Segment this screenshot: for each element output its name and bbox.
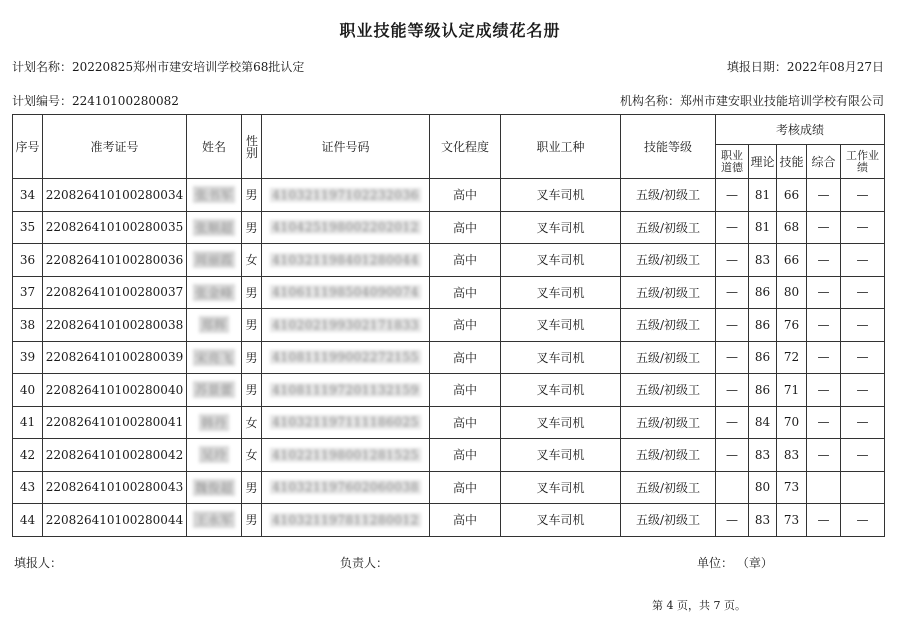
cell-occupation: 叉车司机 — [501, 374, 621, 407]
cell-theory: 80 — [749, 471, 777, 504]
cell-exam-no: 220826410100280036 — [43, 244, 187, 277]
cell-seq: 42 — [13, 439, 43, 472]
cell-theory: 86 — [749, 276, 777, 309]
cell-id-no — [262, 504, 430, 537]
cell-gender: 男 — [242, 211, 262, 244]
cell-id-no — [262, 374, 430, 407]
cell-level: 五级/初级工 — [621, 211, 716, 244]
cell-seq: 34 — [13, 179, 43, 212]
table-row — [13, 471, 885, 504]
cell-exam-no: 220826410100280034 — [43, 179, 187, 212]
cell-occupation: 叉车司机 — [501, 341, 621, 374]
cell-level: 五级/初级工 — [621, 439, 716, 472]
redacted-name: 吴玲 — [201, 448, 227, 463]
cell-work-performance: — — [841, 309, 885, 342]
cell-education: 高中 — [430, 341, 501, 374]
cell-name — [187, 309, 242, 342]
cell-comprehensive: — — [807, 504, 841, 537]
cell-occupation: 叉车司机 — [501, 471, 621, 504]
header-seq: 序号 — [13, 115, 43, 179]
cell-skill: 80 — [777, 276, 807, 309]
cell-gender: 男 — [242, 309, 262, 342]
cell-id-no — [262, 244, 430, 277]
cell-seq: 39 — [13, 341, 43, 374]
cell-work-performance: — — [841, 504, 885, 537]
cell-occupation: 叉车司机 — [501, 309, 621, 342]
cell-work-performance: — — [841, 276, 885, 309]
header-occupation: 职业工种 — [501, 115, 621, 179]
cell-theory: 86 — [749, 374, 777, 407]
cell-education: 高中 — [430, 439, 501, 472]
redacted-id-no: 410321197102232036 — [272, 187, 419, 202]
cell-name — [187, 471, 242, 504]
cell-name — [187, 211, 242, 244]
cell-skill: 66 — [777, 244, 807, 277]
cell-id-no — [262, 341, 430, 374]
cell-work-performance: — — [841, 439, 885, 472]
cell-work-performance: — — [841, 211, 885, 244]
cell-theory: 86 — [749, 341, 777, 374]
cell-exam-no: 220826410100280037 — [43, 276, 187, 309]
cell-gender: 男 — [242, 276, 262, 309]
cell-gender: 男 — [242, 374, 262, 407]
cell-ethics: — — [716, 179, 749, 212]
cell-education: 高中 — [430, 244, 501, 277]
cell-ethics — [716, 471, 749, 504]
cell-education: 高中 — [430, 309, 501, 342]
cell-id-no — [262, 406, 430, 439]
cell-exam-no: 220826410100280038 — [43, 309, 187, 342]
cell-id-no — [262, 309, 430, 342]
redacted-id-no: 410321197811280012 — [272, 512, 419, 527]
cell-comprehensive: — — [807, 374, 841, 407]
cell-ethics: — — [716, 276, 749, 309]
cell-comprehensive: — — [807, 244, 841, 277]
cell-education: 高中 — [430, 374, 501, 407]
cell-theory: 83 — [749, 439, 777, 472]
cell-education: 高中 — [430, 504, 501, 537]
cell-exam-no: 220826410100280039 — [43, 341, 187, 374]
cell-skill: 73 — [777, 504, 807, 537]
cell-id-no — [262, 211, 430, 244]
redacted-id-no: 410321197111186025 — [272, 415, 419, 430]
cell-seq: 44 — [13, 504, 43, 537]
redacted-name: 宋亮飞 — [195, 350, 233, 365]
redacted-id-no: 410321198401280044 — [272, 252, 419, 267]
cell-id-no — [262, 179, 430, 212]
cell-gender: 女 — [242, 439, 262, 472]
cell-level: 五级/初级工 — [621, 341, 716, 374]
redacted-name: 魏俊超 — [195, 480, 233, 495]
cell-education: 高中 — [430, 406, 501, 439]
cell-education: 高中 — [430, 179, 501, 212]
cell-skill: 72 — [777, 341, 807, 374]
cell-skill: 70 — [777, 406, 807, 439]
cell-seq: 37 — [13, 276, 43, 309]
cell-education: 高中 — [430, 211, 501, 244]
cell-ethics: — — [716, 244, 749, 277]
cell-skill: 73 — [777, 471, 807, 504]
cell-occupation: 叉车司机 — [501, 439, 621, 472]
header-gender: 性别 — [242, 115, 262, 179]
table-row — [13, 439, 885, 472]
table-row — [13, 309, 885, 342]
cell-ethics: — — [716, 309, 749, 342]
cell-skill: 76 — [777, 309, 807, 342]
cell-seq: 43 — [13, 471, 43, 504]
cell-theory: 83 — [749, 504, 777, 537]
cell-seq: 36 — [13, 244, 43, 277]
cell-seq: 41 — [13, 406, 43, 439]
cell-skill: 71 — [777, 374, 807, 407]
cell-theory: 83 — [749, 244, 777, 277]
cell-ethics: — — [716, 341, 749, 374]
cell-work-performance: — — [841, 406, 885, 439]
cell-gender: 男 — [242, 471, 262, 504]
header-name: 姓名 — [187, 115, 242, 179]
cell-level: 五级/初级工 — [621, 309, 716, 342]
cell-ethics: — — [716, 439, 749, 472]
redacted-id-no: 410221198001281525 — [272, 447, 419, 462]
score-roster-table — [12, 114, 885, 537]
cell-name — [187, 504, 242, 537]
cell-exam-no: 220826410100280040 — [43, 374, 187, 407]
cell-id-no — [262, 276, 430, 309]
cell-occupation: 叉车司机 — [501, 504, 621, 537]
redacted-id-no: 410321197602060038 — [272, 480, 419, 495]
cell-gender: 女 — [242, 244, 262, 277]
cell-comprehensive — [807, 471, 841, 504]
cell-level: 五级/初级工 — [621, 406, 716, 439]
cell-skill: 83 — [777, 439, 807, 472]
cell-comprehensive: — — [807, 276, 841, 309]
cell-comprehensive: — — [807, 309, 841, 342]
cell-level: 五级/初级工 — [621, 471, 716, 504]
table-row — [13, 211, 885, 244]
cell-work-performance: — — [841, 374, 885, 407]
table-row — [13, 374, 885, 407]
cell-exam-no: 220826410100280044 — [43, 504, 187, 537]
table-row — [13, 341, 885, 374]
report-date: 填报日期：2022年08月27日 — [726, 60, 884, 74]
cell-name — [187, 406, 242, 439]
cell-comprehensive: — — [807, 406, 841, 439]
cell-work-performance: — — [841, 341, 885, 374]
header-level: 技能等级 — [621, 115, 716, 179]
header-theory: 理论 — [749, 145, 777, 179]
cell-level: 五级/初级工 — [621, 179, 716, 212]
unit-seal-label: 单位： （章） — [697, 556, 773, 570]
cell-theory: 86 — [749, 309, 777, 342]
cell-name — [187, 179, 242, 212]
redacted-name: 张顺超 — [195, 220, 233, 235]
cell-work-performance — [841, 471, 885, 504]
cell-theory: 81 — [749, 179, 777, 212]
table-body — [13, 179, 885, 537]
cell-id-no — [262, 471, 430, 504]
cell-occupation: 叉车司机 — [501, 179, 621, 212]
table-row — [13, 276, 885, 309]
cell-seq: 38 — [13, 309, 43, 342]
cell-work-performance: — — [841, 244, 885, 277]
redacted-id-no: 410811197201132159 — [272, 382, 419, 397]
redacted-id-no: 410611198504090074 — [272, 285, 419, 300]
header-scores-group: 考核成绩 — [716, 115, 885, 145]
cell-level: 五级/初级工 — [621, 244, 716, 277]
cell-id-no — [262, 439, 430, 472]
redacted-name: 苏景蕾 — [195, 383, 233, 398]
redacted-name: 张书军 — [195, 188, 233, 203]
cell-ethics: — — [716, 374, 749, 407]
cell-name — [187, 374, 242, 407]
header-ethics: 职业道德 — [716, 145, 749, 179]
header-work-performance: 工作业绩 — [841, 145, 885, 179]
cell-occupation: 叉车司机 — [501, 244, 621, 277]
cell-gender: 男 — [242, 504, 262, 537]
plan-number: 计划编号：22410100280082 — [12, 94, 179, 108]
cell-level: 五级/初级工 — [621, 276, 716, 309]
redacted-name: 王永军 — [195, 513, 233, 528]
cell-name — [187, 276, 242, 309]
reporter-label: 填报人： — [14, 556, 63, 570]
cell-name — [187, 244, 242, 277]
cell-theory: 81 — [749, 211, 777, 244]
redacted-id-no: 410811199002272155 — [272, 350, 419, 365]
cell-ethics: — — [716, 406, 749, 439]
cell-occupation: 叉车司机 — [501, 276, 621, 309]
cell-work-performance: — — [841, 179, 885, 212]
cell-gender: 男 — [242, 341, 262, 374]
table-row — [13, 504, 885, 537]
cell-name — [187, 439, 242, 472]
cell-exam-no: 220826410100280042 — [43, 439, 187, 472]
cell-gender: 男 — [242, 179, 262, 212]
cell-theory: 84 — [749, 406, 777, 439]
header-id-no: 证件号码 — [262, 115, 430, 179]
cell-seq: 35 — [13, 211, 43, 244]
cell-comprehensive: — — [807, 341, 841, 374]
header-skill: 技能 — [777, 145, 807, 179]
cell-comprehensive: — — [807, 211, 841, 244]
redacted-name: 周丽霞 — [195, 253, 233, 268]
header-comprehensive: 综合 — [807, 145, 841, 179]
cell-education: 高中 — [430, 276, 501, 309]
cell-level: 五级/初级工 — [621, 374, 716, 407]
cell-exam-no: 220826410100280041 — [43, 406, 187, 439]
redacted-id-no: 410202199302171833 — [272, 317, 419, 332]
cell-education: 高中 — [430, 471, 501, 504]
cell-ethics: — — [716, 211, 749, 244]
header-education: 文化程度 — [430, 115, 501, 179]
cell-level: 五级/初级工 — [621, 504, 716, 537]
cell-exam-no: 220826410100280035 — [43, 211, 187, 244]
plan-name: 计划名称：20220825郑州市建安培训学校第68批认定 — [12, 60, 305, 74]
organization-name: 机构名称：郑州市建安职业技能培训学校有限公司 — [619, 94, 884, 108]
cell-ethics: — — [716, 504, 749, 537]
cell-occupation: 叉车司机 — [501, 211, 621, 244]
cell-seq: 40 — [13, 374, 43, 407]
cell-exam-no: 220826410100280043 — [43, 471, 187, 504]
redacted-id-no: 410425198002202012 — [272, 220, 419, 235]
cell-comprehensive: — — [807, 439, 841, 472]
cell-occupation: 叉车司机 — [501, 406, 621, 439]
cell-skill: 66 — [777, 179, 807, 212]
header-exam-no: 准考证号 — [43, 115, 187, 179]
redacted-name: 郑辉 — [201, 318, 227, 333]
page-title: 职业技能等级认定成绩花名册 — [339, 21, 561, 40]
table-row — [13, 244, 885, 277]
cell-gender: 女 — [242, 406, 262, 439]
responsible-label: 负责人： — [340, 556, 389, 570]
table-row — [13, 179, 885, 212]
redacted-name: 张金峰 — [195, 285, 233, 300]
page-number: 第 4 页，共 7 页。 — [652, 599, 746, 612]
table-row — [13, 406, 885, 439]
cell-skill: 68 — [777, 211, 807, 244]
redacted-name: 韩丹 — [201, 415, 227, 430]
cell-name — [187, 341, 242, 374]
cell-comprehensive: — — [807, 179, 841, 212]
